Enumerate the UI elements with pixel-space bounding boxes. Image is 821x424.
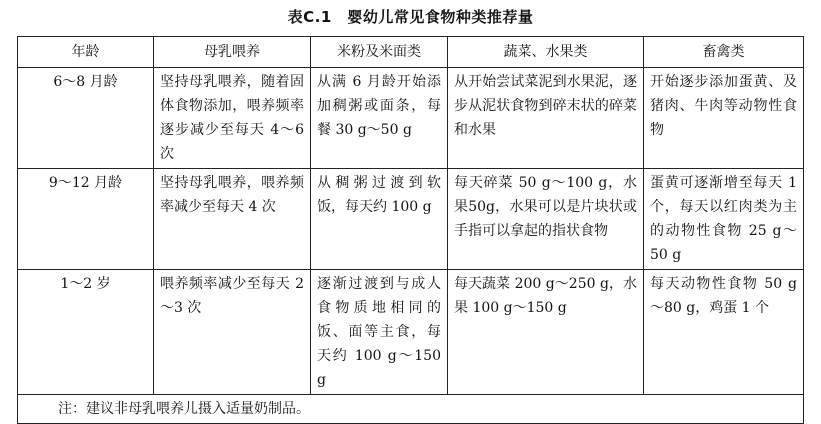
table-title: 表C.1 婴幼儿常见食物种类推荐量	[287, 8, 534, 26]
header-meat: 畜禽类	[644, 37, 804, 68]
header-veg-fruit: 蔬菜、水果类	[448, 37, 644, 68]
age-cell: 9～12 月龄	[18, 169, 154, 270]
food-recommendation-table	[17, 36, 804, 424]
veg-fruit-cell: 每天碎菜 50 g～100 g，水果50g，水果可以是片块状或手指可以拿起的指状食物	[448, 169, 644, 270]
meat-cell: 每天动物性食物 50 g～80 g，鸡蛋 1 个	[644, 270, 804, 395]
grains-cell: 从满 6 月龄开始添加稠粥或面条，每餐 30 g～50 g	[311, 68, 448, 169]
breastfeeding-cell: 喂养频率减少至每天 2～3 次	[154, 270, 311, 395]
table-row	[18, 169, 804, 270]
header-age: 年龄	[18, 37, 154, 68]
meat-cell: 开始逐步添加蛋黄、及猪肉、牛肉等动物性食物	[644, 68, 804, 169]
grains-cell: 从稠粥过渡到软饭，每天约 100 g	[311, 169, 448, 270]
header-breastfeeding: 母乳喂养	[154, 37, 311, 68]
header-grains: 米粉及米面类	[311, 37, 448, 68]
grains-cell: 逐渐过渡到与成人食物质地相同的饭、面等主食，每天约 100 g～150 g	[311, 270, 448, 395]
age-cell: 6～8 月龄	[18, 68, 154, 169]
header-row	[18, 37, 804, 68]
veg-fruit-cell: 每天蔬菜 200 g～250 g，水果 100 g～150 g	[448, 270, 644, 395]
breastfeeding-cell: 坚持母乳喂养，随着固体食物添加，喂养频率逐步减少至每天 4～6 次	[154, 68, 311, 169]
age-cell: 1～2 岁	[18, 270, 154, 395]
table-note: 注：建议非母乳喂养儿摄入适量奶制品。	[18, 395, 804, 424]
table-row	[18, 68, 804, 169]
veg-fruit-cell: 从开始尝试菜泥到水果泥，逐步从泥状食物到碎末状的碎菜和水果	[448, 68, 644, 169]
breastfeeding-cell: 坚持母乳喂养，喂养频率减少至每天 4 次	[154, 169, 311, 270]
table-row	[18, 270, 804, 395]
note-row	[18, 395, 804, 424]
meat-cell: 蛋黄可逐渐增至每天 1 个，每天以红肉类为主的动物性食物 25 g～50 g	[644, 169, 804, 270]
